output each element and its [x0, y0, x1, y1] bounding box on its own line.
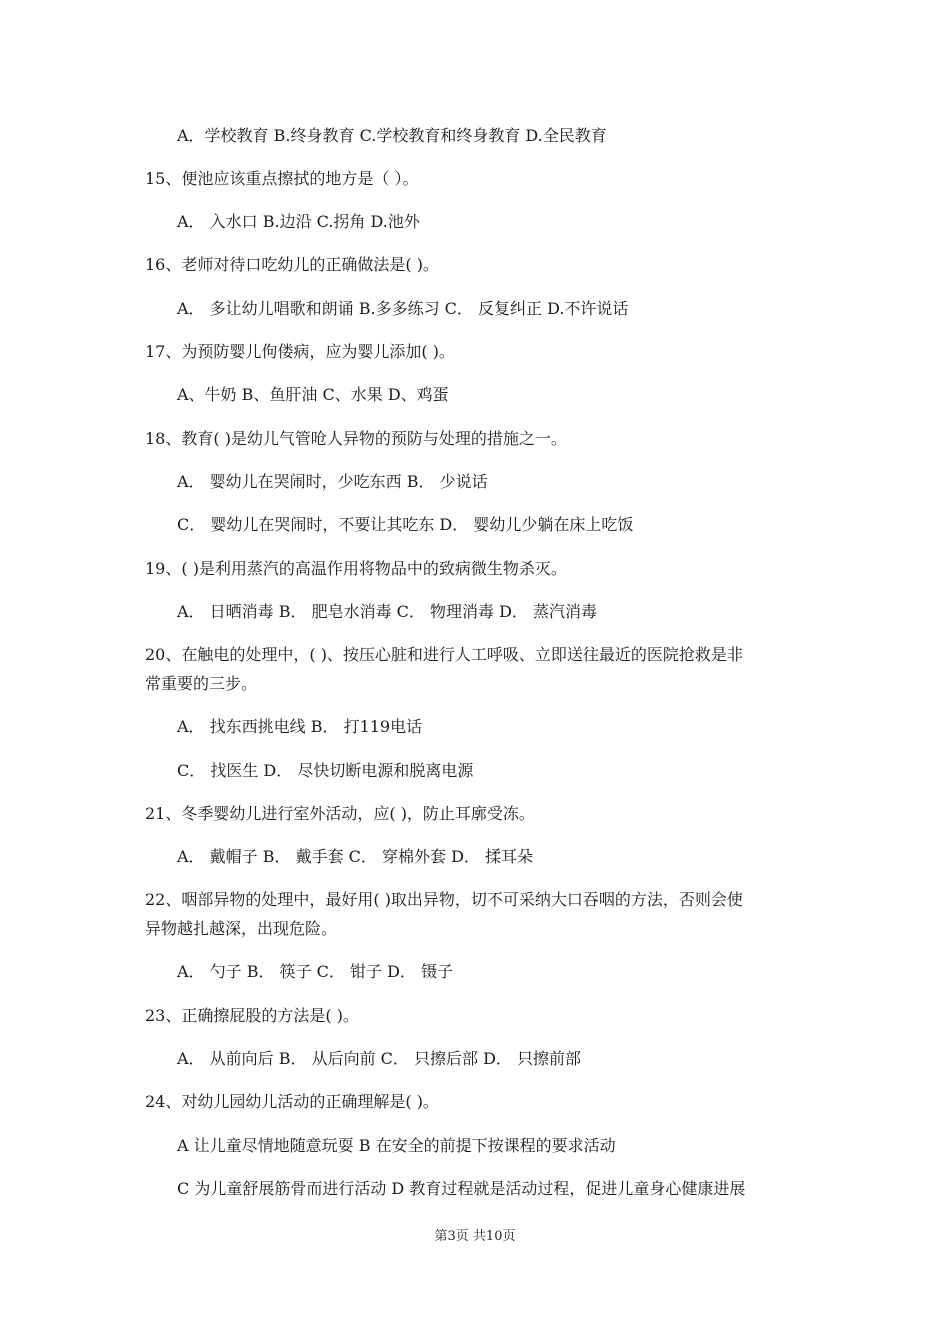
- options-line: A． 婴幼儿在哭闹时，少吃东西 B． 少说话: [177, 472, 488, 491]
- options-line: A． 从前向后 B． 从后向前 C． 只擦后部 D． 只擦前部: [177, 1049, 581, 1068]
- question-line: 20、在触电的处理中，( )、按压心脏和进行人工呼吸、立即送往最近的医院抢救是非: [145, 645, 743, 664]
- question-continuation-line: 异物越扎越深，出现危险。: [145, 919, 338, 938]
- options-line: A． 日晒消毒 B． 肥皂水消毒 C． 物理消毒 D． 蒸汽消毒: [177, 602, 597, 621]
- options-line: A、牛奶 B、鱼肝油 C、水果 D、鸡蛋: [177, 385, 449, 404]
- options-line: A． 入水口 B.边沿 C.拐角 D.池外: [177, 212, 420, 231]
- options-line: A． 多让幼儿唱歌和朗诵 B.多多练习 C． 反复纠正 D.不许说话: [177, 299, 629, 318]
- options-line: A． 戴帽子 B． 戴手套 C． 穿棉外套 D． 揉耳朵: [177, 847, 533, 866]
- question-line: 23、正确擦屁股的方法是( )。: [145, 1006, 359, 1025]
- question-line: 18、教育( )是幼儿气管呛人异物的预防与处理的措施之一。: [145, 429, 567, 448]
- question-line: 15、便池应该重点擦拭的地方是（ ）。: [145, 169, 419, 188]
- options-line: C． 婴幼儿在哭闹时，不要让其吃东 D． 婴幼儿少躺在床上吃饭: [177, 515, 634, 534]
- options-line: A．学校教育 B.终身教育 C.学校教育和终身教育 D.全民教育: [177, 126, 607, 145]
- question-line: 21、冬季婴幼儿进行室外活动，应( )，防止耳廓受冻。: [145, 804, 535, 823]
- question-line: 22、咽部异物的处理中，最好用( )取出异物，切不可采纳大口吞咽的方法，否则会使: [145, 890, 743, 909]
- question-continuation-line: 常重要的三步。: [145, 674, 258, 693]
- question-line: 19、( )是利用蒸汽的高温作用将物品中的致病微生物杀灭。: [145, 559, 567, 578]
- question-line: 17、为预防婴儿佝偻病，应为婴儿添加( )。: [145, 342, 455, 361]
- options-line: A 让儿童尽情地随意玩耍 B 在安全的前提下按课程的要求活动: [177, 1136, 616, 1155]
- options-line: A． 勺子 B． 筷子 C． 钳子 D． 镊子: [177, 962, 453, 981]
- options-line: C． 找医生 D． 尽快切断电源和脱离电源: [177, 761, 474, 780]
- question-line: 24、对幼儿园幼儿活动的正确理解是( )。: [145, 1092, 439, 1111]
- question-line: 16、老师对待口吃幼儿的正确做法是( )。: [145, 255, 439, 274]
- page-footer: 第3页 共10页: [434, 1229, 516, 1244]
- options-line: A． 找东西挑电线 B． 打119电话: [177, 717, 423, 736]
- options-line: C 为儿童舒展筋骨而进行活动 D 教育过程就是活动过程，促进儿童身心健康进展: [177, 1179, 746, 1198]
